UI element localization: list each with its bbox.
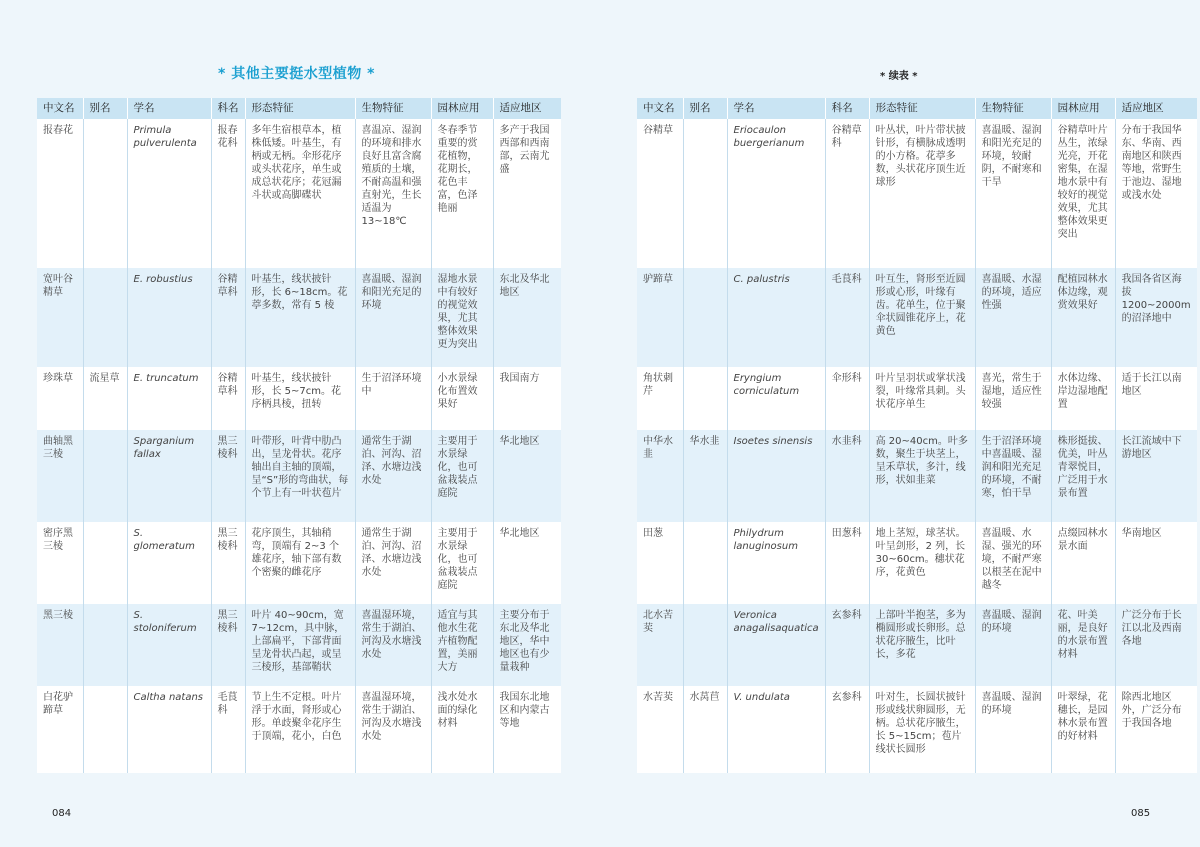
landscape-use-cell: 花、叶美丽，是良好的水景布置材料 [1051, 604, 1115, 686]
header-biology: 生物特征 [355, 98, 431, 119]
scientific-name-cell: S. glomeratum [127, 522, 211, 604]
chinese-name-cell: 白花驴蹄草 [37, 686, 83, 773]
header-biology: 生物特征 [975, 98, 1051, 119]
table-row [637, 430, 1197, 522]
morphology-cell: 叶片呈羽状或掌状浅裂，叶缘常具刺。头状花序单生 [869, 367, 975, 430]
table-row [37, 430, 561, 522]
chinese-name-cell: 水苦荬 [637, 686, 683, 773]
region-cell: 华北地区 [493, 430, 561, 522]
biology-cell: 生于沼泽环境中喜温暖、湿润和阳光充足的环境，不耐寒，怕干旱 [975, 430, 1051, 522]
scientific-name-cell: Sparganium fallax [127, 430, 211, 522]
alias-cell: 流星草 [83, 367, 127, 430]
family-cell: 田葱科 [825, 522, 869, 604]
region-cell: 多产于我国西部和西南部，云南尤盛 [493, 119, 561, 268]
region-cell: 广泛分布于长江以北及西南各地 [1115, 604, 1197, 686]
scientific-name-cell: Eryngium corniculatum [727, 367, 825, 430]
table-row [37, 686, 561, 773]
page-number: 085 [1131, 808, 1151, 819]
chinese-name-cell: 珍珠草 [37, 367, 83, 430]
table-row [637, 367, 1197, 430]
landscape-use-cell: 浅水处水面的绿化材料 [431, 686, 493, 773]
table-row [37, 268, 561, 367]
alias-cell [683, 119, 727, 268]
page-title: * 其他主要挺水型植物 * [218, 66, 375, 82]
header-family: 科名 [825, 98, 869, 119]
landscape-use-cell: 叶翠绿，花穗长，是园林水景布置的好材料 [1051, 686, 1115, 773]
header-landscape-use: 园林应用 [431, 98, 493, 119]
chinese-name-cell: 驴蹄草 [637, 268, 683, 367]
chinese-name-cell: 宽叶谷精草 [37, 268, 83, 367]
alias-cell [683, 604, 727, 686]
header-chinese-name: 中文名 [637, 98, 683, 119]
biology-cell: 喜温湿环境，常生于湖泊、河沟及水塘浅水处 [355, 686, 431, 773]
landscape-use-cell: 水体边缘、岸边湿地配置 [1051, 367, 1115, 430]
header-alias: 别名 [83, 98, 127, 119]
table-row [37, 367, 561, 430]
biology-cell: 喜温凉、湿润的环境和排水良好且富含腐殖质的土壤，不耐高温和强直射光，生长适温为 13~18℃ [355, 119, 431, 268]
morphology-cell: 叶互生，肾形至近圆形或心形，叶缘有齿。花单生，位于聚伞状圆锥花序上，花黄色 [869, 268, 975, 367]
chinese-name-cell: 曲轴黑三棱 [37, 430, 83, 522]
table-row [37, 604, 561, 686]
family-cell: 谷精草科 [211, 268, 245, 367]
chinese-name-cell: 角状刺芹 [637, 367, 683, 430]
region-cell: 东北及华北地区 [493, 268, 561, 367]
family-cell: 玄参科 [825, 604, 869, 686]
header-landscape-use: 园林应用 [1051, 98, 1115, 119]
family-cell: 黑三棱科 [211, 522, 245, 604]
region-cell: 适于长江以南地区 [1115, 367, 1197, 430]
morphology-cell: 多年生宿根草本，植株低矮。叶基生，有柄或无柄。伞形花序或头状花序，单生或成总状花序；花冠漏斗状或高脚碟状 [245, 119, 355, 268]
landscape-use-cell: 适宜与其他水生花卉植物配置，美丽大方 [431, 604, 493, 686]
table-row [37, 522, 561, 604]
biology-cell: 喜温湿环境，常生于湖泊、河沟及水塘浅水处 [355, 604, 431, 686]
landscape-use-cell: 湿地水景中有较好的视觉效果，尤其整体效果更为突出 [431, 268, 493, 367]
morphology-cell: 花序顶生，其轴稍弯，顶端有 2~3 个雄花序，轴下部有数个密聚的雌花序 [245, 522, 355, 604]
header-family: 科名 [211, 98, 245, 119]
landscape-use-cell: 配植园林水体边缘，观赏效果好 [1051, 268, 1115, 367]
alias-cell [83, 686, 127, 773]
biology-cell: 生于沼泽环境中 [355, 367, 431, 430]
table-header-row [637, 98, 1197, 119]
right-page [600, 0, 1200, 847]
region-cell: 我国各省区海拔 1200~2000m 的沼泽地中 [1115, 268, 1197, 367]
alias-cell [83, 268, 127, 367]
chinese-name-cell: 田葱 [637, 522, 683, 604]
region-cell: 主要分布于东北及华北地区，华中地区也有少量栽种 [493, 604, 561, 686]
alias-cell [83, 119, 127, 268]
scientific-name-cell: Eriocaulon buergerianum [727, 119, 825, 268]
family-cell: 谷精草科 [825, 119, 869, 268]
header-region: 适应地区 [493, 98, 561, 119]
scientific-name-cell: Caltha natans [127, 686, 211, 773]
page-number: 084 [52, 808, 72, 819]
header-morphology: 形态特征 [869, 98, 975, 119]
biology-cell: 喜温暖、水湿、强光的环境，不耐严寒以根茎在泥中越冬 [975, 522, 1051, 604]
scientific-name-cell: V. undulata [727, 686, 825, 773]
morphology-cell: 地上茎短，球茎状。叶呈剑形，2 列，长 30~60cm。穗状花序，花黄色 [869, 522, 975, 604]
biology-cell: 喜温暖、湿润和阳光充足的环境，较耐阴，不耐寒和干旱 [975, 119, 1051, 268]
morphology-cell: 叶丛状，叶片带状披针形，有横脉成透明的小方格。花葶多数，头状花序顶生近球形 [869, 119, 975, 268]
alias-cell [683, 522, 727, 604]
chinese-name-cell: 报春花 [37, 119, 83, 268]
family-cell: 毛茛科 [825, 268, 869, 367]
family-cell: 黑三棱科 [211, 604, 245, 686]
region-cell: 分布于我国华东、华南、西南地区和陕西等地，常野生于池边、湿地或浅水处 [1115, 119, 1197, 268]
morphology-cell: 叶对生，长圆状披针形或线状卵圆形，无柄。总状花序腋生，长 5~15cm；苞片线状长圆形 [869, 686, 975, 773]
table-header-row [37, 98, 561, 119]
region-cell: 我国东北地区和内蒙古等地 [493, 686, 561, 773]
family-cell: 水韭科 [825, 430, 869, 522]
plant-table-right [637, 98, 1197, 773]
family-cell: 报春花科 [211, 119, 245, 268]
alias-cell: 水莴苣 [683, 686, 727, 773]
chinese-name-cell: 黑三棱 [37, 604, 83, 686]
right-table-body [637, 119, 1197, 773]
biology-cell: 喜温暖、湿润的环境 [975, 604, 1051, 686]
scientific-name-cell: Philydrum lanuginosum [727, 522, 825, 604]
table-row [637, 522, 1197, 604]
biology-cell: 喜温暖、湿润和阳光充足的环境 [355, 268, 431, 367]
region-cell: 我国南方 [493, 367, 561, 430]
table-row [637, 119, 1197, 268]
alias-cell [683, 268, 727, 367]
landscape-use-cell: 小水景绿化布置效果好 [431, 367, 493, 430]
scientific-name-cell: Veronica anagalisaquatica [727, 604, 825, 686]
chinese-name-cell: 密序黑三棱 [37, 522, 83, 604]
plant-table-left [37, 98, 561, 773]
header-region: 适应地区 [1115, 98, 1197, 119]
biology-cell: 通常生于湖泊、河沟、沼泽、水塘边浅水处 [355, 522, 431, 604]
biology-cell: 喜光，常生于湿地，适应性较强 [975, 367, 1051, 430]
biology-cell: 通常生于湖泊、河沟、沼泽、水塘边浅水处 [355, 430, 431, 522]
table-row [637, 604, 1197, 686]
family-cell: 毛茛科 [211, 686, 245, 773]
morphology-cell: 上部叶半抱茎，多为椭圆形或长卵形。总状花序腋生，比叶长，多花 [869, 604, 975, 686]
family-cell: 伞形科 [825, 367, 869, 430]
family-cell: 谷精草科 [211, 367, 245, 430]
biology-cell: 喜温暖、湿润的环境 [975, 686, 1051, 773]
header-alias: 别名 [683, 98, 727, 119]
scientific-name-cell: S. stoloniferum [127, 604, 211, 686]
morphology-cell: 叶片 40~90cm，宽 7~12cm，具中脉，上部扁平，下部背面呈龙骨状凸起，或呈三棱形，基部鞘状 [245, 604, 355, 686]
alias-cell [83, 430, 127, 522]
left-table-body [37, 119, 561, 773]
region-cell: 华北地区 [493, 522, 561, 604]
morphology-cell: 叶带形，叶背中肋凸出，呈龙骨状。花序轴出自主轴的顶端，呈“S”形的弯曲状，每个节上有一叶状苞片 [245, 430, 355, 522]
region-cell: 华南地区 [1115, 522, 1197, 604]
header-scientific-name: 学名 [127, 98, 211, 119]
table-row [637, 268, 1197, 367]
scientific-name-cell: Isoetes sinensis [727, 430, 825, 522]
morphology-cell: 叶基生，线状披针形，长 6~18cm。花葶多数，常有 5 棱 [245, 268, 355, 367]
morphology-cell: 节上生不定根。叶片浮于水面，肾形或心形。单歧聚伞花序生于顶端，花小，白色 [245, 686, 355, 773]
chinese-name-cell: 北水苦荬 [637, 604, 683, 686]
biology-cell: 喜温暖、水湿的环境，适应性强 [975, 268, 1051, 367]
alias-cell [83, 604, 127, 686]
region-cell: 长江流域中下游地区 [1115, 430, 1197, 522]
scientific-name-cell: C. palustris [727, 268, 825, 367]
scientific-name-cell: Primula pulverulenta [127, 119, 211, 268]
header-morphology: 形态特征 [245, 98, 355, 119]
landscape-use-cell: 谷精草叶片丛生，浓绿光亮，开花密集，在湿地水景中有较好的视觉效果，尤其整体效果更突出 [1051, 119, 1115, 268]
morphology-cell: 叶基生，线状披针形，长 5~7cm。花序柄具棱，扭转 [245, 367, 355, 430]
scientific-name-cell: E. robustius [127, 268, 211, 367]
landscape-use-cell: 主要用于水景绿化，也可盆栽装点庭院 [431, 430, 493, 522]
family-cell: 黑三棱科 [211, 430, 245, 522]
alias-cell [683, 367, 727, 430]
table-row [37, 119, 561, 268]
morphology-cell: 高 20~40cm。叶多数，聚生于块茎上，呈禾草状，多汁，线形，状如韭菜 [869, 430, 975, 522]
region-cell: 除西北地区外，广泛分布于我国各地 [1115, 686, 1197, 773]
landscape-use-cell: 点缀园林水景水面 [1051, 522, 1115, 604]
landscape-use-cell: 主要用于水景绿化，也可盆栽装点庭院 [431, 522, 493, 604]
header-chinese-name: 中文名 [37, 98, 83, 119]
chinese-name-cell: 中华水韭 [637, 430, 683, 522]
landscape-use-cell: 株形挺拔、优美，叶丛青翠悦目，广泛用于水景布置 [1051, 430, 1115, 522]
chinese-name-cell: 谷精草 [637, 119, 683, 268]
family-cell: 玄参科 [825, 686, 869, 773]
header-scientific-name: 学名 [727, 98, 825, 119]
alias-cell [83, 522, 127, 604]
landscape-use-cell: 冬春季节重要的赏花植物，花期长，花色丰富，色泽艳丽 [431, 119, 493, 268]
scientific-name-cell: E. truncatum [127, 367, 211, 430]
table-row [637, 686, 1197, 773]
continued-title: * 续表 * [880, 71, 918, 82]
alias-cell: 华水韭 [683, 430, 727, 522]
